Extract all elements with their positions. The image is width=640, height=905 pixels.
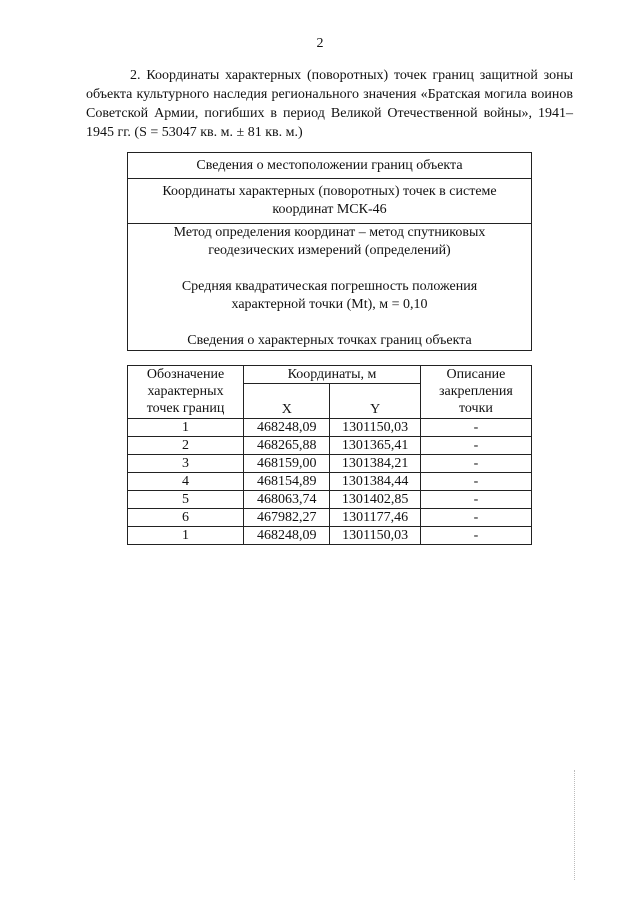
point-x: 468248,09 (244, 419, 330, 437)
page-number: 2 (316, 36, 324, 51)
header-coordinates: Координаты, м (244, 366, 421, 384)
points-table (127, 365, 532, 545)
point-y: 1301150,03 (330, 419, 420, 437)
table-row (128, 473, 532, 491)
point-id: 1 (128, 419, 244, 437)
point-description: - (420, 509, 531, 527)
intro-paragraph: 2. Координаты характерных (поворотных) точек границ защитной зоны объекта культурного наследия регионального значения «Братская могила воинов Советской Армии, погибших в период Великой Отечественной войны», 1941–1945 гг. (S = 53047 кв. м. ± 81 кв. м.) (86, 68, 573, 140)
point-y: 1301384,21 (330, 455, 420, 473)
points-info-title: Сведения о характерных точках границ объекта (187, 333, 472, 348)
object-info-table (127, 152, 532, 351)
point-id: 4 (128, 473, 244, 491)
point-description: - (420, 419, 531, 437)
point-y: 1301365,41 (330, 437, 420, 455)
header-description-line-1: Описание (446, 367, 506, 382)
point-description: - (420, 455, 531, 473)
point-id: 2 (128, 437, 244, 455)
point-y: 1301384,44 (330, 473, 420, 491)
method-line-1: Метод определения координат – метод спутниковых (173, 225, 486, 240)
point-x: 467982,27 (244, 509, 330, 527)
point-id: 6 (128, 509, 244, 527)
table-row (128, 527, 532, 545)
point-id: 1 (128, 527, 244, 545)
header-designation-line-1: Обозначение (146, 367, 225, 382)
point-description: - (420, 491, 531, 509)
header-designation-line-3: точек границ (146, 401, 225, 416)
table-row (128, 437, 532, 455)
table-row (128, 419, 532, 437)
table-row (128, 455, 532, 473)
point-y: 1301177,46 (330, 509, 420, 527)
coord-system-line-2: координат МСК-46 (272, 202, 387, 217)
header-y: Y (330, 384, 420, 419)
point-id: 5 (128, 491, 244, 509)
header-x: X (244, 384, 330, 419)
scan-artifact-line (574, 770, 576, 880)
table-row (128, 491, 532, 509)
accuracy-line-1: Средняя квадратическая погрешность положения (181, 279, 478, 294)
header-description (420, 366, 531, 419)
coord-system-cell (128, 179, 532, 224)
point-description: - (420, 527, 531, 545)
point-x: 468265,88 (244, 437, 330, 455)
method-line-2: геодезических измерений (определений) (208, 243, 451, 258)
coord-system-line-1: Координаты характерных (поворотных) точек в системе (162, 184, 497, 199)
header-designation (128, 366, 244, 419)
header-designation-line-2: характерных (147, 384, 224, 399)
header-description-line-2: закрепления (438, 384, 513, 399)
header-description-line-3: точки (458, 401, 493, 416)
point-x: 468154,89 (244, 473, 330, 491)
method-cell (128, 224, 532, 351)
table-row (128, 509, 532, 527)
point-x: 468159,00 (244, 455, 330, 473)
point-description: - (420, 437, 531, 455)
location-title-cell: Сведения о местоположении границ объекта (128, 153, 532, 179)
accuracy-line-2: характерной точки (Mt), м = 0,10 (231, 297, 428, 312)
point-y: 1301150,03 (330, 527, 420, 545)
point-y: 1301402,85 (330, 491, 420, 509)
point-x: 468063,74 (244, 491, 330, 509)
point-id: 3 (128, 455, 244, 473)
point-description: - (420, 473, 531, 491)
point-x: 468248,09 (244, 527, 330, 545)
